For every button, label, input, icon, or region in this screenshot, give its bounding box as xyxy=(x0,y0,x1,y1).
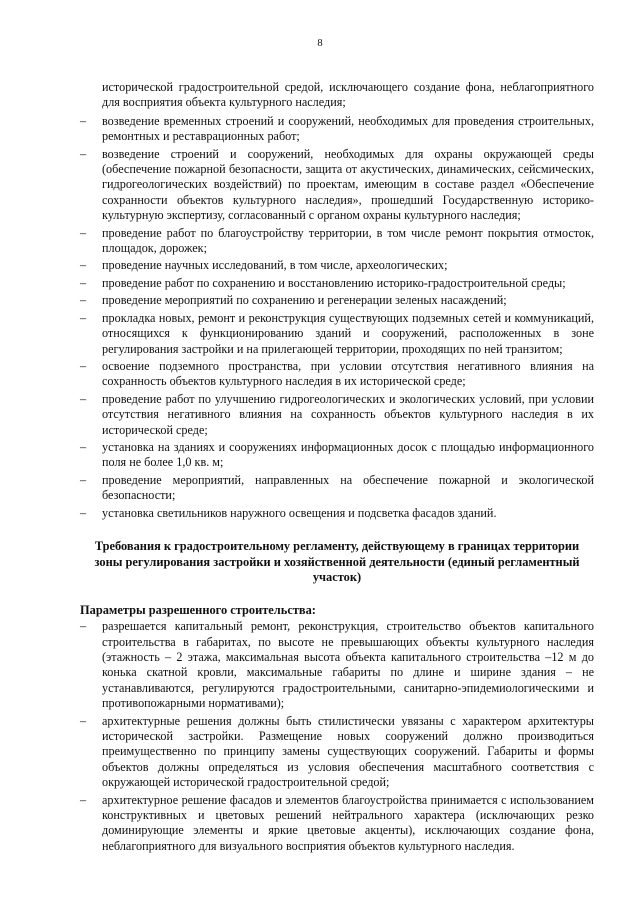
list-dash: – xyxy=(80,113,87,128)
list-item xyxy=(80,714,594,791)
list-item-text: возведение временных строений и сооружений, необходимых для проведения строительных, ремонтных и реставрационных работ; xyxy=(102,113,594,144)
list-item-text: проведение научных исследований, в том числе, археологических; xyxy=(102,258,448,273)
list-item-text: проведение мероприятий, направленных на обеспечение пожарной и экологической безопасности; xyxy=(102,472,594,503)
parameters-subheading: Параметры разрешенного строительства: xyxy=(80,602,316,617)
list-dash: – xyxy=(80,439,87,454)
list-dash: – xyxy=(80,505,87,520)
list-item-text: проведение мероприятий по сохранению и регенерации зеленых насаждений; xyxy=(102,293,507,308)
list-item xyxy=(80,359,594,390)
list-item-text: освоение подземного пространства, при условии отсутствия негативного влияния на сохранность объектов культурного наследия в их исторической среде; xyxy=(102,358,594,389)
list-item xyxy=(80,226,594,257)
list-item xyxy=(80,293,594,308)
list-dash: – xyxy=(80,275,87,290)
list-item xyxy=(80,506,594,521)
list-item xyxy=(80,311,594,357)
list-dash: – xyxy=(80,310,87,325)
list-dash: – xyxy=(80,225,87,240)
list-item-text: архитектурное решение фасадов и элементов благоустройства принимается с использованием конструктивных и цветовых решений нейтрального характера (исключающих резко доминирующие элементы и яркие цветовые акценты), исключающих создание фона, неблагоприятного для визуального восприятия объектов культурного наследия. xyxy=(102,792,594,853)
list-item xyxy=(80,114,594,145)
list-dash: – xyxy=(80,258,87,273)
permitted-works-list xyxy=(80,114,594,521)
list-dash: – xyxy=(80,713,87,728)
construction-parameters-list xyxy=(80,619,594,854)
list-item xyxy=(80,619,594,711)
list-dash: – xyxy=(80,358,87,373)
list-dash: – xyxy=(80,146,87,161)
list-item xyxy=(80,392,594,438)
list-item-text: установка на зданиях и сооружениях информационных досок с площадью информационного поля не более 1,0 кв. м; xyxy=(102,439,594,470)
list-dash: – xyxy=(80,472,87,487)
list-item-text: архитектурные решения должны быть стилистически увязаны с характером архитектуры исторической застройки. Размещение новых сооружений должно производиться преимущественно по принципу замены существующих сооружений. Габариты и формы объектов должны определяться из условия обеспечения масштабного соответствия с окружающей исторической градостроительной средой; xyxy=(102,713,594,790)
list-item xyxy=(80,258,594,273)
list-item-text: проведение работ по сохранению и восстановлению историко-градостроительной среды; xyxy=(102,275,566,290)
list-dash: – xyxy=(80,619,87,634)
list-item xyxy=(80,440,594,471)
list-dash: – xyxy=(80,391,87,406)
page-number: 8 xyxy=(317,38,323,49)
list-dash: – xyxy=(80,792,87,807)
list-item xyxy=(80,276,594,291)
list-item xyxy=(80,147,594,224)
continuation-paragraph: исторической градостроительной средой, исключающего создание фона, неблагоприятного для восприятия объекта культурного наследия; xyxy=(102,80,594,110)
list-item-text: установка светильников наружного освещения и подсветка фасадов зданий. xyxy=(102,505,497,520)
section-heading: Требования к градостроительному регламенту, действующему в границах территории зоны регулирования застройки и хозяйственной деятельности (единый регламентный участок) xyxy=(94,538,580,585)
list-item-text: прокладка новых, ремонт и реконструкция существующих подземных сетей и коммуникаций, относящихся к функционированию зданий и сооружений, расположенных в зоне регулирования застройки и на прилегающей территории, проходящих по ней транзитом; xyxy=(102,310,594,356)
document-body xyxy=(80,80,594,856)
list-dash: – xyxy=(80,293,87,308)
list-item-text: возведение строений и сооружений, необходимых для охраны окружающей среды (обеспечение пожарной безопасности, защита от акустических, динамических, сейсмических, гидрогеологических воздействий) по проектам, имеющим в составе раздел «Обеспечение сохранности объектов культурного наследия», прошедший Государственную историко- культурную экспертизу, согласованный с органом охраны культурного наследия; xyxy=(102,146,594,223)
list-item xyxy=(80,793,594,855)
list-item-text: проведение работ по улучшению гидрогеологических и экологических условий, при условии отсутствия негативного влияния на сохранность объектов культурного наследия в их исторической среде; xyxy=(102,391,594,437)
list-item-text: разрешается капитальный ремонт, реконструкция, строительство объектов капитального строительства в габаритах, по высоте не превышающих объекты культурного наследия (этажность – 2 этажа, максимальная высота объекта капитального строительства –12 м до конька скатной кровли, максимальные габариты по длине и ширине здания – не устанавливаются, регулируются градостроительными, санитарно-эпидемиологическими и противопожарными нормативами); xyxy=(102,619,594,711)
list-item-text: проведение работ по благоустройству территории, в том числе ремонт покрытия отмосток, площадок, дорожек; xyxy=(102,225,594,256)
list-item xyxy=(80,473,594,504)
